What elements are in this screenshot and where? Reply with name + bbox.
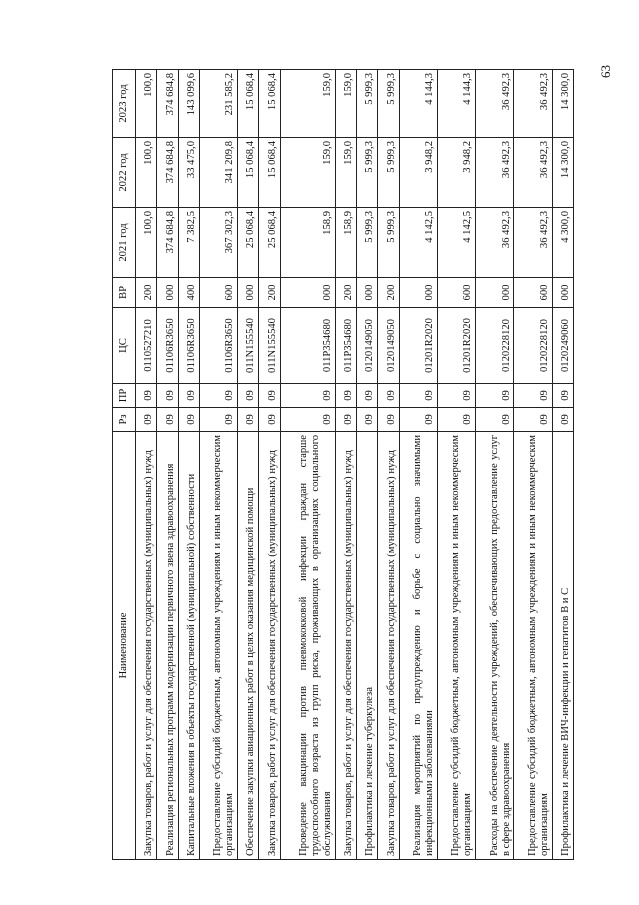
cell-2023: 4 144,3 <box>399 70 437 138</box>
cell-2022: 159,0 <box>335 138 356 208</box>
cell-2022: 15 068,4 <box>259 138 280 208</box>
cell-pr: 09 <box>476 384 514 408</box>
cell-cs: 01201R2020 <box>399 308 437 384</box>
cell-2021: 374 684,8 <box>157 208 178 278</box>
cell-name: Закупка товаров, работ и услуг для обеспечения государственных (муниципальных) нужд <box>259 432 280 860</box>
cell-cs: 0120149050 <box>357 308 378 384</box>
cell-name: Профилактика и лечение туберкулеза <box>357 432 378 860</box>
cell-2021: 367 302,3 <box>199 208 237 278</box>
cell-2021: 7 382,5 <box>178 208 199 278</box>
cell-rz: 09 <box>552 408 573 432</box>
cell-2021: 25 068,4 <box>238 208 259 278</box>
cell-rz: 09 <box>178 408 199 432</box>
cell-name: Проведение вакцинации против пневмококковой инфекции граждан старше трудоспособного возраста из групп риска, проживающих в организациях социального обслуживания <box>280 432 335 860</box>
cell-2021: 4 142,5 <box>399 208 437 278</box>
table-row <box>259 70 280 860</box>
cell-2022: 5 999,3 <box>357 138 378 208</box>
cell-vr: 600 <box>437 278 475 308</box>
cell-vr: 000 <box>157 278 178 308</box>
table-row <box>178 70 199 860</box>
cell-vr: 600 <box>199 278 237 308</box>
cell-name: Предоставление субсидий бюджетным, автономным учреждениям и иным некоммерческим организациям <box>514 432 552 860</box>
cell-vr: 600 <box>514 278 552 308</box>
cell-2022: 3 948,2 <box>399 138 437 208</box>
cell-rz: 09 <box>378 408 399 432</box>
cell-pr: 09 <box>238 384 259 408</box>
header-cs: ЦС <box>113 308 136 384</box>
cell-2023: 5 999,3 <box>378 70 399 138</box>
cell-2022: 36 492,3 <box>514 138 552 208</box>
cell-rz: 09 <box>157 408 178 432</box>
cell-2023: 143 099,6 <box>178 70 199 138</box>
table-row <box>378 70 399 860</box>
cell-name: Предоставление субсидий бюджетным, автономным учреждениям и иным некоммерческим организациям <box>437 432 475 860</box>
header-2022: 2022 год <box>113 138 136 208</box>
table-row <box>280 70 335 860</box>
cell-2023: 159,0 <box>335 70 356 138</box>
cell-2021: 4 300,0 <box>552 208 573 278</box>
cell-rz: 09 <box>199 408 237 432</box>
table-row <box>552 70 573 860</box>
cell-cs: 0120228120 <box>514 308 552 384</box>
cell-rz: 09 <box>437 408 475 432</box>
cell-2023: 14 300,0 <box>552 70 573 138</box>
header-vr: ВР <box>113 278 136 308</box>
cell-cs: 01201R2020 <box>437 308 475 384</box>
cell-2023: 4 144,3 <box>437 70 475 138</box>
cell-pr: 09 <box>280 384 335 408</box>
table-row <box>136 70 157 860</box>
cell-2023: 374 684,8 <box>157 70 178 138</box>
cell-pr: 09 <box>437 384 475 408</box>
cell-2023: 231 585,2 <box>199 70 237 138</box>
cell-pr: 09 <box>199 384 237 408</box>
cell-name: Обеспечение закупки авиационных работ в целях оказания медицинской помощи <box>238 432 259 860</box>
cell-2022: 33 475,0 <box>178 138 199 208</box>
table-row <box>357 70 378 860</box>
cell-2022: 341 209,8 <box>199 138 237 208</box>
budget-table <box>112 69 574 860</box>
cell-2021: 25 068,4 <box>259 208 280 278</box>
table-row <box>157 70 178 860</box>
cell-2023: 100,0 <box>136 70 157 138</box>
cell-pr: 09 <box>335 384 356 408</box>
cell-rz: 09 <box>514 408 552 432</box>
cell-pr: 09 <box>178 384 199 408</box>
header-rz: Рз <box>113 408 136 432</box>
budget-table-container <box>112 70 574 860</box>
cell-pr: 09 <box>259 384 280 408</box>
cell-rz: 09 <box>136 408 157 432</box>
table-row <box>238 70 259 860</box>
cell-2021: 5 999,3 <box>357 208 378 278</box>
cell-cs: 011N155540 <box>259 308 280 384</box>
cell-rz: 09 <box>238 408 259 432</box>
cell-2021: 5 999,3 <box>378 208 399 278</box>
cell-rz: 09 <box>399 408 437 432</box>
cell-vr: 000 <box>552 278 573 308</box>
cell-pr: 09 <box>552 384 573 408</box>
cell-2023: 15 068,4 <box>259 70 280 138</box>
cell-name: Реализация региональных программ модернизации первичного звена здравоохранения <box>157 432 178 860</box>
page-number: 63 <box>598 65 613 78</box>
cell-name: Расходы на обеспечение деятельности учреждений, обеспечивающих предоставление услуг в сфере здравоохранения <box>476 432 514 860</box>
cell-pr: 09 <box>378 384 399 408</box>
cell-pr: 09 <box>514 384 552 408</box>
table-row <box>476 70 514 860</box>
cell-name: Предоставление субсидий бюджетным, автономным учреждениям и иным некоммерческим организациям <box>199 432 237 860</box>
cell-2022: 5 999,3 <box>378 138 399 208</box>
cell-name: Профилактика и лечение ВИЧ-инфекции и гепатитов В и С <box>552 432 573 860</box>
cell-cs: 0120228120 <box>476 308 514 384</box>
cell-rz: 09 <box>259 408 280 432</box>
table-row <box>199 70 237 860</box>
cell-cs: 0120149050 <box>378 308 399 384</box>
table-row <box>399 70 437 860</box>
cell-vr: 200 <box>378 278 399 308</box>
cell-vr: 000 <box>399 278 437 308</box>
cell-vr: 000 <box>238 278 259 308</box>
header-2021: 2021 год <box>113 208 136 278</box>
cell-name: Закупка товаров, работ и услуг для обеспечения государственных (муниципальных) нужд <box>335 432 356 860</box>
table-row <box>335 70 356 860</box>
cell-2022: 36 492,3 <box>476 138 514 208</box>
cell-rz: 09 <box>335 408 356 432</box>
table-body <box>136 70 574 860</box>
cell-rz: 09 <box>476 408 514 432</box>
cell-2022: 3 948,2 <box>437 138 475 208</box>
cell-rz: 09 <box>280 408 335 432</box>
cell-vr: 000 <box>280 278 335 308</box>
cell-vr: 200 <box>335 278 356 308</box>
cell-name: Реализация мероприятий по предупреждению и борьбе с социально значимыми инфекционными заболеваниями <box>399 432 437 860</box>
cell-vr: 200 <box>136 278 157 308</box>
cell-vr: 000 <box>357 278 378 308</box>
cell-pr: 09 <box>136 384 157 408</box>
table-row <box>437 70 475 860</box>
table-header-row <box>113 70 136 860</box>
cell-2021: 100,0 <box>136 208 157 278</box>
cell-vr: 000 <box>476 278 514 308</box>
cell-cs: 011N155540 <box>238 308 259 384</box>
cell-2023: 36 492,3 <box>514 70 552 138</box>
cell-name: Закупка товаров, работ и услуг для обеспечения государственных (муниципальных) нужд <box>136 432 157 860</box>
cell-vr: 200 <box>259 278 280 308</box>
cell-cs: 0120249060 <box>552 308 573 384</box>
cell-cs: 011P354680 <box>335 308 356 384</box>
cell-2021: 158,9 <box>335 208 356 278</box>
cell-pr: 09 <box>399 384 437 408</box>
cell-name: Капитальные вложения в объекты государственной (муниципальной) собственности <box>178 432 199 860</box>
cell-cs: 0110527210 <box>136 308 157 384</box>
cell-2021: 158,9 <box>280 208 335 278</box>
cell-2021: 4 142,5 <box>437 208 475 278</box>
cell-2023: 15 068,4 <box>238 70 259 138</box>
cell-name: Закупка товаров, работ и услуг для обеспечения государственных (муниципальных) нужд <box>378 432 399 860</box>
cell-cs: 01106R3650 <box>178 308 199 384</box>
cell-2023: 5 999,3 <box>357 70 378 138</box>
table-row <box>514 70 552 860</box>
cell-2023: 159,0 <box>280 70 335 138</box>
header-name: Наименование <box>113 432 136 860</box>
header-2023: 2023 год <box>113 70 136 138</box>
cell-pr: 09 <box>157 384 178 408</box>
cell-rz: 09 <box>357 408 378 432</box>
cell-2021: 36 492,3 <box>476 208 514 278</box>
cell-cs: 01106R3650 <box>199 308 237 384</box>
cell-pr: 09 <box>357 384 378 408</box>
cell-2021: 36 492,3 <box>514 208 552 278</box>
cell-2022: 374 684,8 <box>157 138 178 208</box>
cell-2022: 14 300,0 <box>552 138 573 208</box>
cell-2022: 100,0 <box>136 138 157 208</box>
cell-cs: 011P354680 <box>280 308 335 384</box>
cell-2022: 15 068,4 <box>238 138 259 208</box>
cell-vr: 400 <box>178 278 199 308</box>
cell-2023: 36 492,3 <box>476 70 514 138</box>
cell-2022: 159,0 <box>280 138 335 208</box>
header-pr: ПР <box>113 384 136 408</box>
cell-cs: 01106R3650 <box>157 308 178 384</box>
